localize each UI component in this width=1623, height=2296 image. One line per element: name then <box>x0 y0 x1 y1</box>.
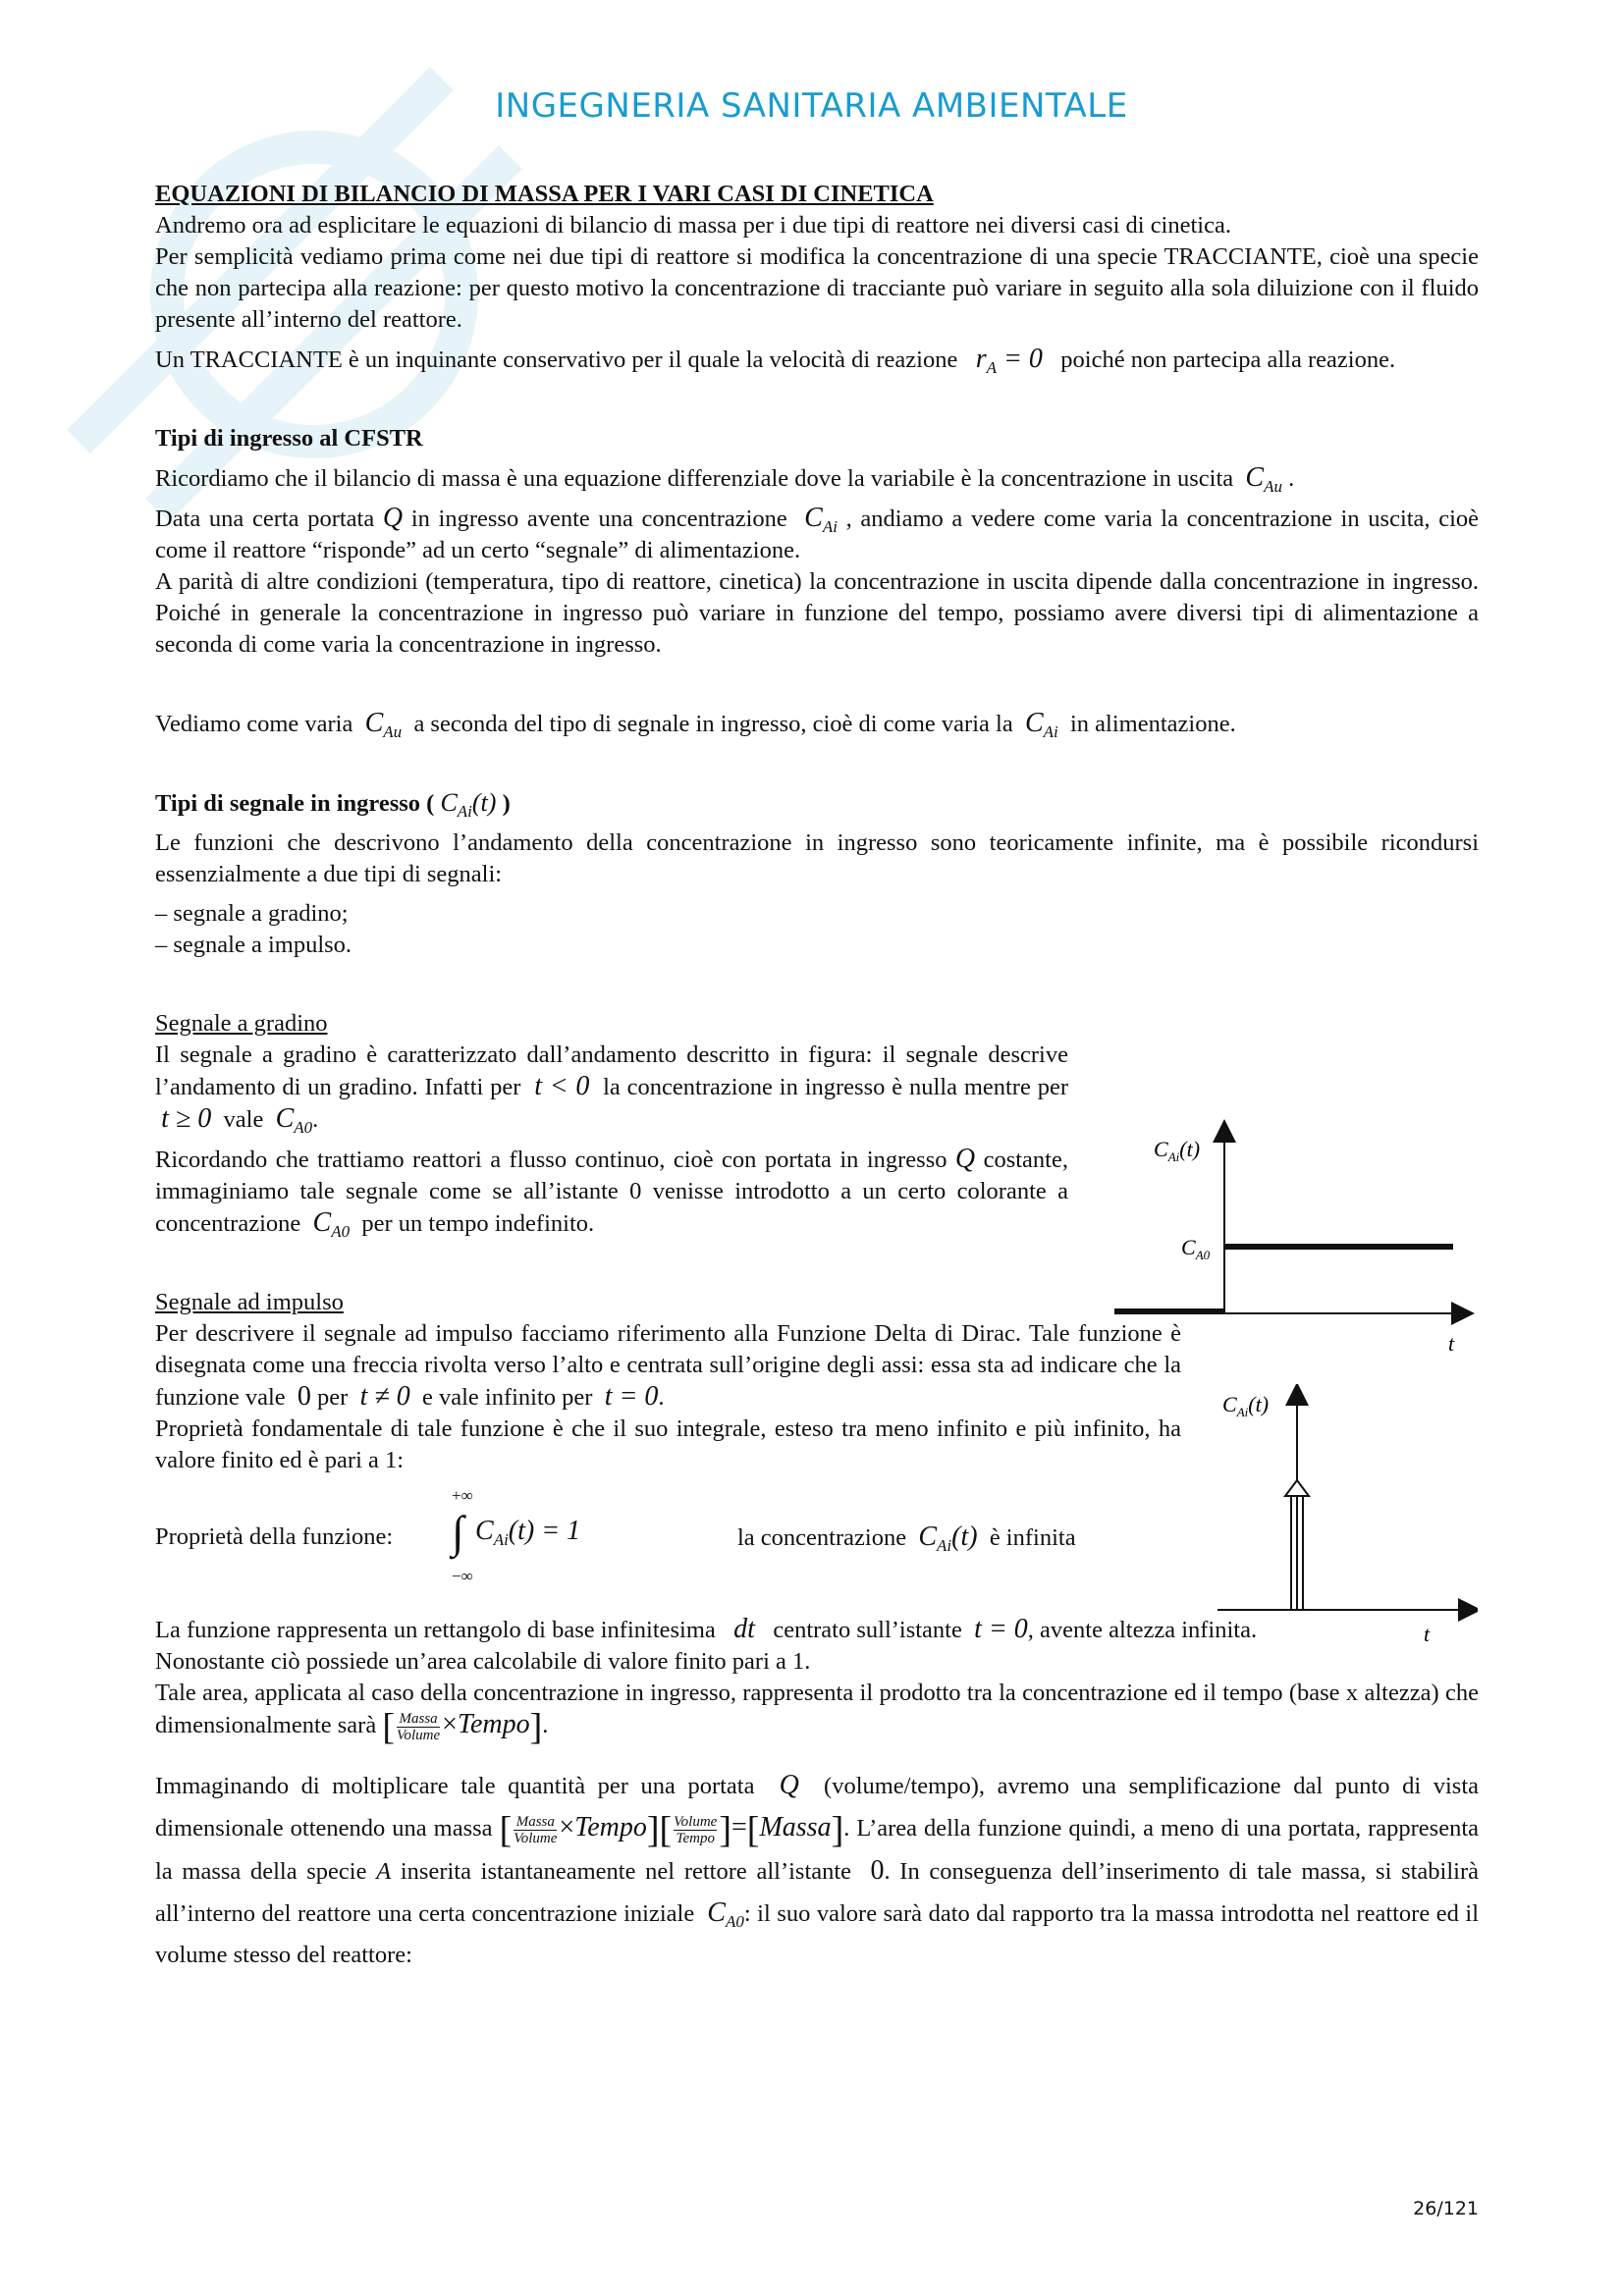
figure-step-signal <box>1105 1119 1478 1364</box>
formula-rA: $r_A = 0$ <box>975 344 1043 377</box>
level-label: $C_{A0}$ <box>1181 1235 1211 1262</box>
subsection-title-impulso: Segnale ad impulso <box>155 1289 344 1315</box>
paragraph: Le funzioni che descrivono l’andamento della concentrazione in ingresso sono teoricamente infinite, ma è possibile ricondursi essenzialmente a due tipi di segnali: <box>155 829 1479 887</box>
paragraph: La funzione rappresenta un rettangolo di base infinitesima dt centrato sull’istante t = 0, avente altezza infinita. <box>155 1614 1258 1644</box>
section-title-segnali: Tipi di segnale in ingresso ( $C_{Ai}(t)$ ) <box>155 788 511 821</box>
paragraph: Ricordando che trattiamo reattori a flusso continuo, cioè con portata in ingresso Q costante, immaginiamo tale segnale come se all’istante 0 venisse introdotto a un certo colorante a concentrazione $C_{A0}$ per un tempo indefinito. <box>155 1144 1068 1241</box>
x-axis-label: t <box>1424 1622 1431 1646</box>
integral-formula: +∞ ∫ −∞ $C_{Ai}(t) = 1$ <box>452 1486 581 1585</box>
paragraph: Andremo ora ad esplicitare le equazioni di bilancio di massa per i due tipi di reattore nei diversi casi di cinetica. <box>155 212 1231 239</box>
paragraph: Tale area, applicata al caso della concentrazione in ingresso, rappresenta il prodotto tra la concentrazione ed il tempo (base x altezza) che dimensionalmente sarà [ $\frac{\text{Massa}}{\text{Volume}}$ ×Tempo]. <box>155 1680 1479 1748</box>
paragraph: Data una certa portata Q in ingresso avente una concentrazione $C_{Ai}$ , andiamo a vedere come varia la concentrazione in uscita, cioè come il reattore “risponde” ad un certo “segnale” di alimentazione. <box>155 503 1480 563</box>
paragraph: Immaginando di moltiplicare tale quantità per una portata Q (volume/tempo), avremo una semplificazione dal punto di vista dimensionale ottenendo una massa [ $\frac{\text{Massa}}{\text{Volume}}$ ×Tempo][ $\frac{\text{Volume}}{\text{Tempo}}$ ]=[Massa]. L’area della funzione quindi, a meno di una portata, rappresenta la massa della specie A inserita istantaneamente nel rettore all’istante 0. In conseguenza dell’inserimento di tale massa, si stabilirà all’interno del reattore una certa concentrazione iniziale $C_{A0}$: il suo valore sarà dato dal rapporto tra la massa introdotta nel reattore ed il volume stesso del reattore: <box>155 1769 1480 1969</box>
paragraph: A parità di altre condizioni (temperatura, tipo di reattore, cinetica) la concentrazione in uscita dipende dalla concentrazione in ingresso. Poiché in generale la concentrazione in ingresso può variare in funzione del tempo, possiamo avere diversi tipi di alimentazione a seconda di come varia la concentrazione in ingresso. <box>155 568 1479 658</box>
paragraph: Per descrivere il segnale ad impulso facciamo riferimento alla Funzione Delta di Dirac. Tale funzione è disegnata come una freccia rivolta verso l’alto e centrata sull’origine degli assi: essa sta ad indicare che la funzione vale 0 per t ≠ 0 e vale infinito per t = 0. <box>155 1320 1181 1412</box>
paragraph: Per semplicità vediamo prima come nei due tipi di reattore si modifica la concentrazione di una specie TRACCIANTE, cioè una specie che non partecipa alla reazione: per questo motivo la concentrazione di tracciante può variare in seguito alla sola diluizione con il fluido presente all’interno del reattore. <box>155 243 1479 333</box>
integral-property: Proprietà della funzione: +∞ ∫ −∞ $C_{Ai}(t) = 1$ la concentrazione $C_{Ai}(t)$ è infinita <box>155 1484 1479 1592</box>
paragraph: Nonostante ciò possiede un’area calcolabile di valore finito pari a 1. <box>155 1648 811 1675</box>
section-title-equazioni: EQUAZIONI DI BILANCIO DI MASSA PER I VARI CASI DI CINETICA <box>155 181 934 207</box>
list-item: – segnale a impulso. <box>155 932 352 958</box>
page-number: 26/121 <box>1413 2198 1479 2219</box>
paragraph-tracciante: Un TRACCIANTE è un inquinante conservativo per il quale la velocità di reazione $r_A = 0$ poiché non partecipa alla reazione. <box>155 344 1396 377</box>
subsection-title-gradino: Segnale a gradino <box>155 1010 328 1037</box>
paragraph: Proprietà fondamentale di tale funzione è che il suo integrale, esteso tra meno infinito e più infinito, ha valore finito ed è pari a 1: <box>155 1415 1181 1473</box>
x-axis-label: t <box>1448 1331 1455 1356</box>
y-axis-label: $C_{Ai}(t)$ <box>1222 1392 1270 1419</box>
section-title-cfstr: Tipi di ingresso al CFSTR <box>155 425 423 452</box>
page-header-title: INGEGNERIA SANITARIA AMBIENTALE <box>495 86 1128 126</box>
document-body <box>155 179 1479 1976</box>
y-axis-label: $C_{Ai}(t)$ <box>1154 1137 1201 1164</box>
list-item: – segnale a gradino; <box>155 900 349 927</box>
paragraph: Ricordiamo che il bilancio di massa è una equazione differenziale dove la variabile è la concentrazione in uscita $C_{Au}$ . <box>155 462 1295 496</box>
paragraph: Vediamo come varia $C_{Au}$ a seconda del tipo di segnale in ingresso, cioè di come varia la $C_{Ai}$ in alimentazione. <box>155 708 1236 741</box>
paragraph: Il segnale a gradino è caratterizzato dall’andamento descritto in figura: il segnale descrive l’andamento di un gradino. Infatti per t < 0 la concentrazione in ingresso è nulla mentre per t ≥ 0 vale $C_{A0}$. <box>155 1041 1068 1137</box>
figure-impulse-signal <box>1213 1384 1478 1649</box>
